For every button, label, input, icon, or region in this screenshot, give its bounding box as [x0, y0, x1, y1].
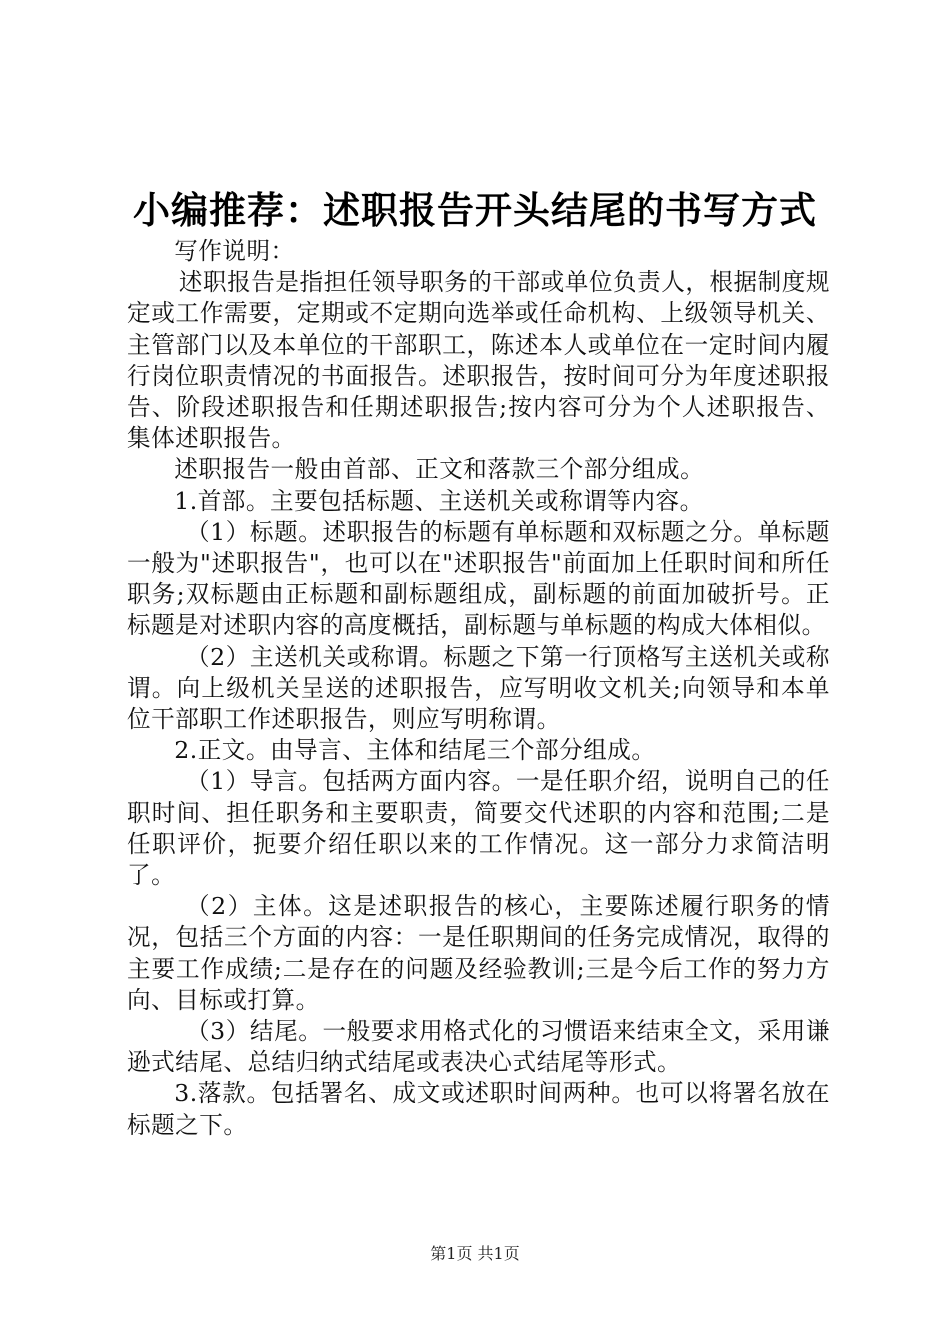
document-title: 小编推荐：述职报告开头结尾的书写方式	[133, 188, 817, 232]
paragraph-introduction-item: （1）导言。包括两方面内容。一是任职介绍，说明自己的任职时间、担任职务和主要职责，简要交代述职的内容和范围;二是任职评价，扼要介绍任职以来的工作情况。这一部分力求简洁明了。	[127, 767, 830, 890]
paragraph-title-item: （1）标题。述职报告的标题有单标题和双标题之分。单标题一般为"述职报告"，也可以在"述职报告"前面加上任职时间和所任职务;双标题由正标题和副标题组成，副标题的前面加破折号。正标题是对述职内容的高度概括，副标题与单标题的构成大体相似。	[127, 517, 830, 640]
paragraph-header-section: 1.首部。主要包括标题、主送机关或称谓等内容。	[174, 486, 704, 515]
paragraph-writing-note: 写作说明：	[174, 237, 295, 265]
paragraph-ending-item: （3）结尾。一般要求用格式化的习惯语来结束全文，采用谦逊式结尾、总结归纳式结尾或表决心式结尾等形式。	[127, 1017, 830, 1077]
document-body	[127, 236, 830, 1141]
paragraph-body-section: 2.正文。由导言、主体和结尾三个部分组成。	[174, 736, 656, 765]
paragraph-definition: 述职报告是指担任领导职务的干部或单位负责人，根据制度规定或工作需要，定期或不定期向选举或任命机构、上级领导机关、主管部门以及本单位的干部职工，陈述本人或单位在一定时间内履行岗位职责情况的书面报告。述职报告，按时间可分为年度述职报告、阶段述职报告和任期述职报告;按内容可分为个人述职报告、集体述职报告。	[127, 268, 830, 453]
paragraph-structure: 述职报告一般由首部、正文和落款三个部分组成。	[174, 455, 705, 484]
page-number-footer: 第1页 共1页	[430, 1244, 520, 1263]
paragraph-main-item: （2）主体。这是述职报告的核心，主要陈述履行职务的情况，包括三个方面的内容：一是任职期间的任务完成情况，取得的主要工作成绩;二是存在的问题及经验教训;三是今后工作的努力方向、目标或打算。	[127, 892, 830, 1014]
paragraph-recipient-item: （2）主送机关或称谓。标题之下第一行顶格写主送机关或称谓。向上级机关呈送的述职报告，应写明收文机关;向领导和本单位干部职工作述职报告，则应写明称谓。	[127, 642, 830, 734]
paragraph-signature-section: 3.落款。包括署名、成文或述职时间两种。也可以将署名放在标题之下。	[127, 1079, 830, 1139]
